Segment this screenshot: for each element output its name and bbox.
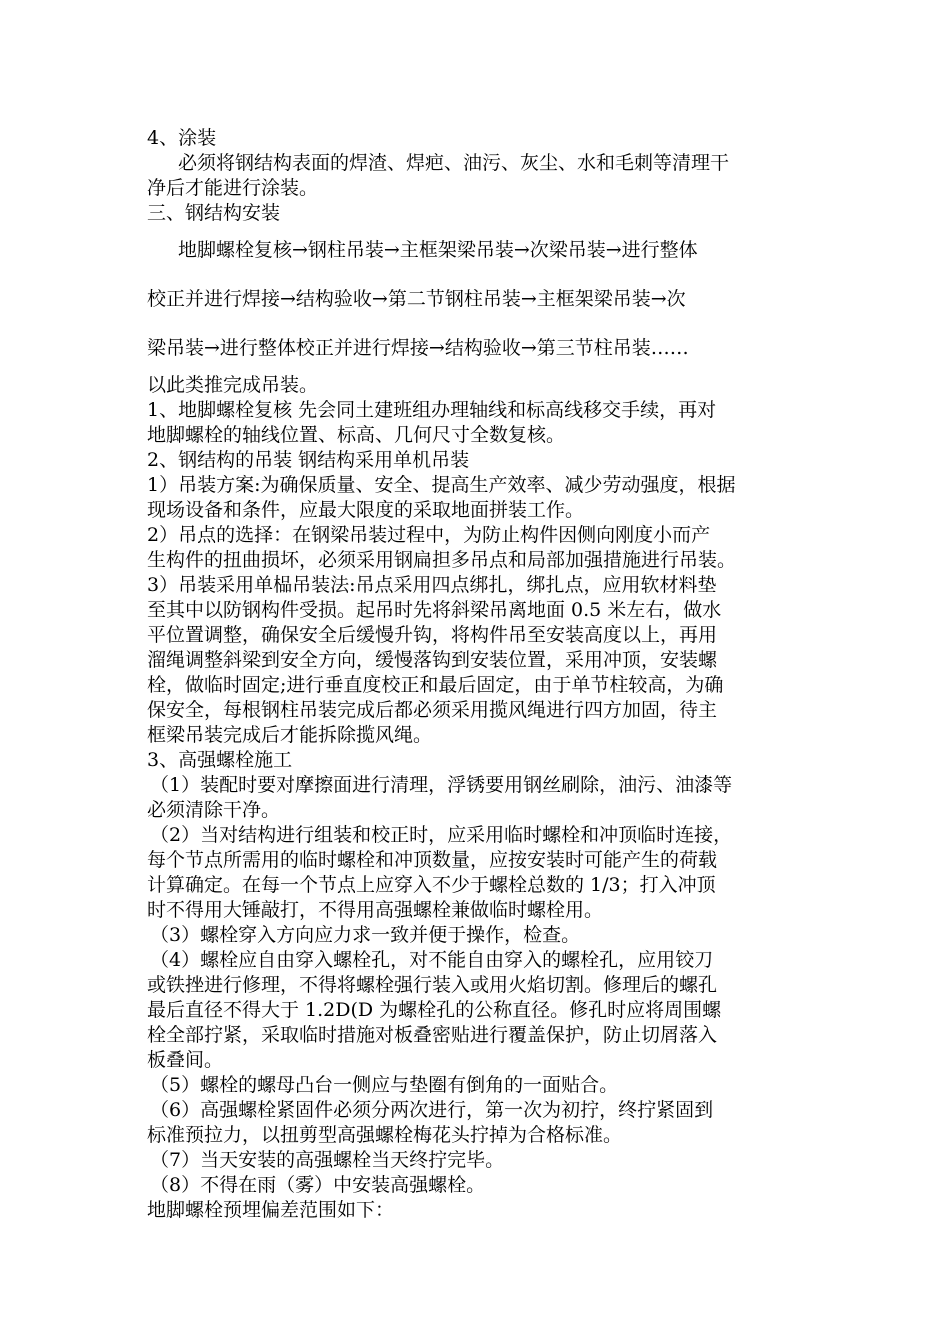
list-item: （2）当对结构进行组装和校正时，应采用临时螺栓和冲顶临时连接， bbox=[150, 824, 733, 846]
text-line: 至其中以防钢构件受损。起吊时先将斜梁吊离地面 0.5 米左右，做水 bbox=[147, 599, 722, 621]
text-line: 或铁挫进行修理，不得将螺栓强行装入或用火焰切割。修理后的螺孔 bbox=[147, 974, 718, 996]
process-flow-line: 校正并进行焊接→结构验收→第二节钢柱吊装→主框架梁吊装→次 bbox=[147, 288, 686, 310]
text-line: 平位置调整，确保安全后缓慢升钩，将构件吊至安装高度以上，再用 bbox=[147, 624, 718, 646]
text-line: 1）吊装方案:为确保质量、安全、提高生产效率、减少劳动强度，根据 bbox=[147, 474, 736, 496]
text-line: 标准预拉力，以扭剪型高强螺栓梅花头拧掉为合格标准。 bbox=[147, 1124, 623, 1146]
text-line: 净后才能进行涂装。 bbox=[147, 177, 319, 199]
process-flow-line: 地脚螺栓复核→钢柱吊装→主框架梁吊装→次梁吊装→进行整体 bbox=[178, 239, 698, 261]
process-flow-line: 梁吊装→进行整体校正并进行焊接→结构验收→第三节柱吊装…… bbox=[147, 337, 689, 359]
text-line: 必须清除干净。 bbox=[147, 799, 281, 821]
text-line: 最后直径不得大于 1.2D(D 为螺栓孔的公称直径。修孔时应将周围螺 bbox=[147, 999, 722, 1021]
text-line: 地脚螺栓预埋偏差范围如下： bbox=[147, 1199, 395, 1221]
text-line: 以此类推完成吊装。 bbox=[147, 374, 319, 396]
list-item: （8）不得在雨（雾）中安装高强螺栓。 bbox=[150, 1174, 486, 1196]
text-line: 计算确定。在每一个节点上应穿入不少于螺栓总数的 1/3；打入冲顶 bbox=[147, 874, 716, 896]
list-item: （3）螺栓穿入方向应力求一致并便于操作，检查。 bbox=[150, 924, 581, 946]
text-line: 栓，做临时固定;进行垂直度校正和最后固定，由于单节柱较高，为确 bbox=[147, 674, 724, 696]
text-line: 框梁吊装完成后才能拆除揽风绳。 bbox=[147, 724, 433, 746]
text-line: 3）吊装采用单榀吊装法:吊点采用四点绑扎，绑扎点，应用软材料垫 bbox=[147, 574, 717, 596]
list-item: （5）螺栓的螺母凸台一侧应与垫圈有倒角的一面贴合。 bbox=[150, 1074, 619, 1096]
heading-steel-hoisting: 2、钢结构的吊装 钢结构采用单机吊装 bbox=[147, 449, 470, 471]
heading-coating: 4、涂装 bbox=[147, 127, 217, 149]
text-line: 现场设备和条件，应最大限度的采取地面拼装工作。 bbox=[147, 499, 585, 521]
text-line: 必须将钢结构表面的焊渣、焊疤、油污、灰尘、水和毛刺等清理干 bbox=[178, 152, 730, 174]
list-item: （7）当天安装的高强螺栓当天终拧完毕。 bbox=[150, 1149, 505, 1171]
text-line: 溜绳调整斜梁到安全方向，缓慢落钩到安装位置，采用冲顶，安装螺 bbox=[147, 649, 718, 671]
text-line: 板叠间。 bbox=[147, 1049, 224, 1071]
text-line: 每个节点所需用的临时螺栓和冲顶数量，应按安装时可能产生的荷载 bbox=[147, 849, 718, 871]
text-line: 栓全部拧紧，采取临时措施对板叠密贴进行覆盖保护，防止切屑落入 bbox=[147, 1024, 718, 1046]
text-line: 地脚螺栓的轴线位置、标高、几何尺寸全数复核。 bbox=[147, 424, 566, 446]
text-line: 2）吊点的选择：在钢梁吊装过程中，为防止构件因侧向刚度小而产 bbox=[147, 524, 711, 546]
text-line: 时不得用大锤敲打，不得用高强螺栓兼做临时螺栓用。 bbox=[147, 899, 604, 921]
heading-high-strength-bolts: 3、高强螺栓施工 bbox=[147, 749, 293, 771]
heading-steel-installation: 三、钢结构安装 bbox=[147, 202, 281, 224]
text-line: 保安全，每根钢柱吊装完成后都必须采用揽风绳进行四方加固，待主 bbox=[147, 699, 718, 721]
list-item: （4）螺栓应自由穿入螺栓孔，对不能自由穿入的螺栓孔，应用铰刀 bbox=[150, 949, 714, 971]
heading-anchor-bolt-check: 1、地脚螺栓复核 先会同土建班组办理轴线和标高线移交手续，再对 bbox=[147, 399, 717, 421]
list-item: （6）高强螺栓紧固件必须分两次进行，第一次为初拧，终拧紧固到 bbox=[150, 1099, 714, 1121]
list-item: （1）装配时要对摩擦面进行清理，浮锈要用钢丝刷除，油污、油漆等 bbox=[150, 774, 733, 796]
text-line: 生构件的扭曲损坏，必须采用钢扁担多吊点和局部加强措施进行吊装。 bbox=[147, 549, 737, 571]
